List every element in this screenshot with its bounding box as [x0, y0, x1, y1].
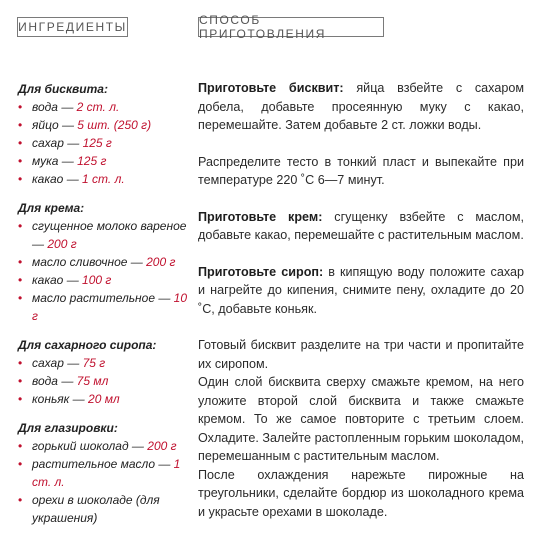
ingredient-group-glaze: [18, 420, 188, 527]
group-title: Для крема:: [18, 201, 85, 215]
method-step-soak: [198, 336, 524, 373]
ingredient-item: [18, 437, 188, 455]
step-heading: Приготовьте сироп:: [198, 264, 324, 279]
ingredients-column: [18, 81, 188, 539]
ingredient-item: [18, 152, 188, 170]
ingredient-amount: 2 ст. л.: [76, 100, 120, 114]
ingredient-group-cream: [18, 200, 188, 325]
ingredient-item: [18, 372, 188, 390]
ingredient-amount: 1 ст. л.: [82, 172, 125, 186]
ingredients-header-label: ИНГРЕДИЕНТЫ: [18, 20, 127, 34]
method-step-bake: [198, 153, 524, 190]
ingredient-amount: 125 г: [82, 136, 112, 150]
ingredient-item: [18, 289, 188, 325]
ingredient-name: коньяк —: [32, 392, 85, 406]
ingredient-amount: 100 г: [82, 273, 112, 287]
method-step-cream: [198, 208, 524, 245]
ingredient-amount: 200 г: [47, 237, 77, 251]
step-text: Готовый бисквит разделите на три части и пропитайте их сиропом.: [198, 338, 524, 371]
ingredient-item: [18, 390, 188, 408]
ingredients-header: [17, 17, 128, 37]
ingredient-group-syrup: [18, 337, 188, 408]
ingredient-group-biscuit: [18, 81, 188, 188]
ingredient-amount: 20 мл: [88, 392, 120, 406]
step-text: После охлаждения нарежьте пирожные на треугольники, сделайте бордюр из шоколадного крема и украсьте орехами в шоколаде.: [198, 467, 524, 519]
ingredient-item: [18, 217, 188, 253]
ingredient-name: яйцо —: [32, 118, 74, 132]
ingredient-name: масло сливочное —: [32, 255, 143, 269]
ingredient-name: орехи в шоколаде (для украшения): [32, 493, 160, 525]
ingredient-amount: 10 г: [32, 291, 188, 323]
step-text: яйца взбейте с сахаром добела, добавьте просеянную муку с какао, перемешайте. Затем добавьте 2 ст. ложки воды.: [198, 81, 524, 132]
ingredient-name: сгущенное молоко вареное —: [32, 219, 187, 251]
ingredient-item: [18, 271, 188, 289]
ingredient-name: вода —: [32, 374, 74, 388]
ingredient-amount: 125 г: [77, 154, 107, 168]
ingredient-amount: 5 шт. (250 г): [77, 118, 152, 132]
step-text: Распределите тесто в тонкий пласт и выпекайте при температуре 220 ˚С 6—7 минут.: [198, 154, 524, 187]
ingredient-name: сахар —: [32, 356, 80, 370]
step-heading: Приготовьте крем:: [198, 209, 323, 224]
ingredient-name: какао —: [32, 273, 79, 287]
step-text: Один слой бисквита сверху смажьте кремом, на него уложите второй слой бисквита и также смажьте кремом. То же самое повторите с третьим слоем. Охладите. Залейте растопленным горьким шоколадом, перемешанным с растительным маслом.: [198, 375, 524, 463]
method-step-finish: [198, 466, 524, 522]
ingredient-name: масло растительное —: [32, 291, 171, 305]
step-heading: Приготовьте бисквит:: [198, 81, 344, 95]
step-text: сгущенку взбейте с маслом, добавьте какао, перемешайте с растительным маслом.: [198, 209, 525, 242]
ingredient-name: растительное масло —: [32, 457, 171, 471]
ingredient-amount: 200 г: [147, 439, 177, 453]
group-title: Для бисквита:: [18, 82, 108, 96]
step-text: в кипящую воду положите сахар и нагрейте до кипения, снимите пену, охладите до 20 ˚С, добавьте коньяк.: [198, 264, 524, 316]
ingredient-item: [18, 170, 188, 188]
ingredient-amount: 1 ст. л.: [32, 457, 181, 489]
ingredient-name: вода —: [32, 100, 74, 114]
ingredient-name: сахар —: [32, 136, 80, 150]
ingredient-item: [18, 134, 188, 152]
group-title: Для глазировки:: [18, 421, 118, 435]
ingredient-item: [18, 116, 188, 134]
method-step-biscuit: [198, 79, 524, 135]
ingredient-amount: 75 г: [82, 356, 106, 370]
ingredient-item: [18, 455, 188, 491]
method-step-assemble: [198, 373, 524, 466]
ingredient-name: какао —: [32, 172, 79, 186]
ingredient-item: [18, 354, 188, 372]
method-header-label: СПОСОБ ПРИГОТОВЛЕНИЯ: [199, 13, 327, 41]
ingredient-item: [18, 98, 188, 116]
ingredient-item: [18, 253, 188, 271]
method-column: [198, 79, 524, 521]
group-title: Для сахарного сиропа:: [18, 338, 157, 352]
ingredient-amount: 200 г: [146, 255, 176, 269]
ingredient-name: горький шоколад —: [32, 439, 144, 453]
method-header: [198, 13, 384, 41]
ingredient-amount: 75 мл: [76, 374, 109, 388]
ingredient-item: [18, 491, 188, 527]
ingredient-name: мука —: [32, 154, 74, 168]
method-step-syrup: [198, 263, 524, 319]
